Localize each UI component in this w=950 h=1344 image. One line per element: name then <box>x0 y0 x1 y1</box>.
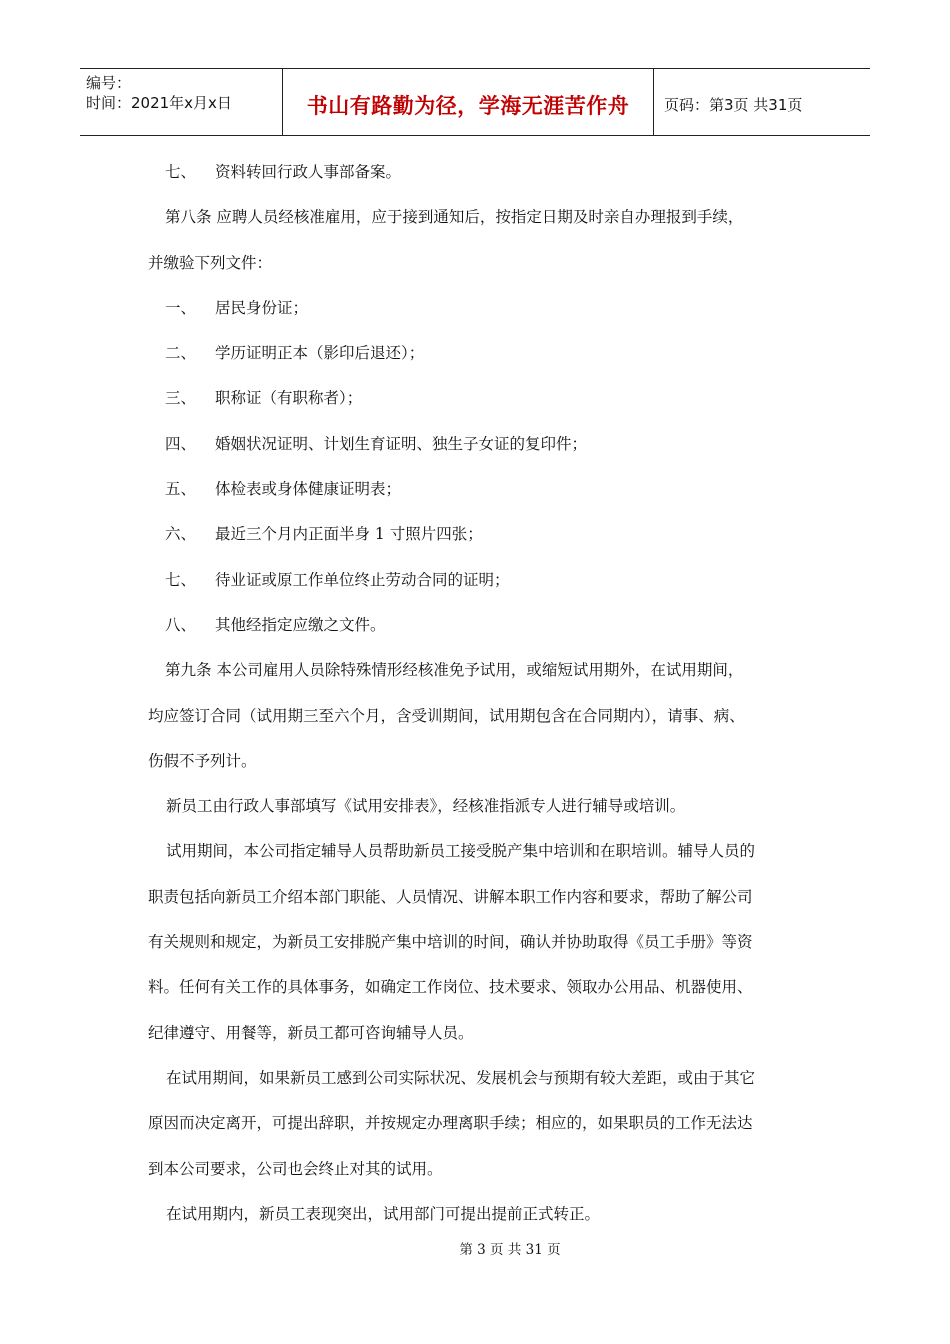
list-item <box>148 603 808 648</box>
list-item-number: 三、 <box>165 389 197 408</box>
list-item-number: 六、 <box>165 525 197 544</box>
list-item-text: 居民身份证； <box>215 298 309 317</box>
paragraph-trial-line-1: 试用期间，本公司指定辅导人员帮助新员工接受脱产集中培训和在职培训。辅导人员的 <box>166 842 756 861</box>
list-item <box>148 376 808 421</box>
document-body <box>148 150 808 1237</box>
list-item-number: 一、 <box>165 298 197 317</box>
list-item <box>148 558 808 603</box>
paragraph-early-confirmation: 在试用期内，新员工表现突出，试用部门可提出提前正式转正。 <box>166 1204 601 1223</box>
header-meta <box>80 69 282 135</box>
list-item-text: 资料转回行政人事部备案。 <box>215 163 402 181</box>
article-9-line-1: 第九条 本公司雇用人员除特殊情形经核准免予试用，或缩短试用期外，在试用期间， <box>165 661 744 680</box>
list-item-text: 体检表或身体健康证明表； <box>215 480 402 499</box>
paragraph-leave-line-3: 到本公司要求，公司也会终止对其的试用。 <box>148 1159 443 1178</box>
paragraph-leave-line-2: 原因而决定离开，可提出辞职，并按规定办理离职手续；相应的，如果职员的工作无法达 <box>148 1114 753 1133</box>
list-item-text: 学历证明正本（影印后退还）； <box>215 344 425 363</box>
footer-page-number: 第 3 页 共 31 页 <box>459 1242 561 1258</box>
list-item-text: 婚姻状况证明、计划生育证明、独生子女证的复印件； <box>215 434 588 453</box>
list-item <box>148 422 808 467</box>
paragraph-leave-line-1: 在试用期间，如果新员工感到公司实际状况、发展机会与预期有较大差距，或由于其它 <box>166 1068 756 1087</box>
list-item <box>148 331 808 376</box>
article-9-line-3: 伤假不予列计。 <box>148 751 257 770</box>
page-footer <box>0 1238 950 1258</box>
paragraph-new-staff: 新员工由行政人事部填写《试用安排表》，经核准指派专人进行辅导或培训。 <box>166 797 686 816</box>
list-item-text: 待业证或原工作单位终止劳动合同的证明； <box>215 570 510 589</box>
paragraph-trial-line-3: 有关规则和规定，为新员工安排脱产集中培训的时间，确认并协助取得《员工手册》等资 <box>148 933 753 952</box>
article-9-line-2: 均应签订合同（试用期三至六个月，含受训期间，试用期包含在合同期内），请事、病、 <box>148 706 745 725</box>
article-8-line-1: 第八条 应聘人员经核准雇用，应于接到通知后，按指定日期及时亲自办理报到手续， <box>165 208 744 227</box>
list-item <box>148 467 808 512</box>
paragraph-trial-line-2: 职责包括向新员工介绍本部门职能、人员情况、讲解本职工作内容和要求，帮助了解公司 <box>148 887 753 906</box>
paragraph-trial-line-4: 料。任何有关工作的具体事务，如确定工作岗位、技术要求、领取办公用品、机器使用、 <box>148 978 753 997</box>
number-label: 编号： <box>86 74 132 92</box>
list-item-number: 七、 <box>165 570 197 589</box>
list-item <box>148 150 808 195</box>
header-page-info <box>654 69 870 135</box>
list-item <box>148 512 808 557</box>
list-item-number: 七、 <box>165 163 197 181</box>
time-label: 时间：2021年x月x日 <box>86 94 232 112</box>
list-item-text: 职称证（有职称者）； <box>215 389 363 408</box>
list-item-number: 八、 <box>165 615 197 634</box>
list-item-number: 二、 <box>165 344 197 363</box>
article-8-line-2: 并缴验下列文件： <box>148 253 273 272</box>
header-motto-cell <box>282 69 654 135</box>
list-item-text: 其他经指定应缴之文件。 <box>215 615 386 634</box>
motto-text: 书山有路勤为径，学海无涯苦作舟 <box>306 94 630 118</box>
list-item-number: 五、 <box>165 480 197 499</box>
page-header <box>80 68 870 136</box>
list-item-text: 最近三个月内正面半身 1 寸照片四张； <box>215 525 483 544</box>
paragraph-trial-line-5: 纪律遵守、用餐等，新员工都可咨询辅导人员。 <box>148 1023 474 1042</box>
page-info-text: 页码：第3页 共31页 <box>664 95 803 114</box>
list-item <box>148 286 808 331</box>
list-item-number: 四、 <box>165 434 197 453</box>
